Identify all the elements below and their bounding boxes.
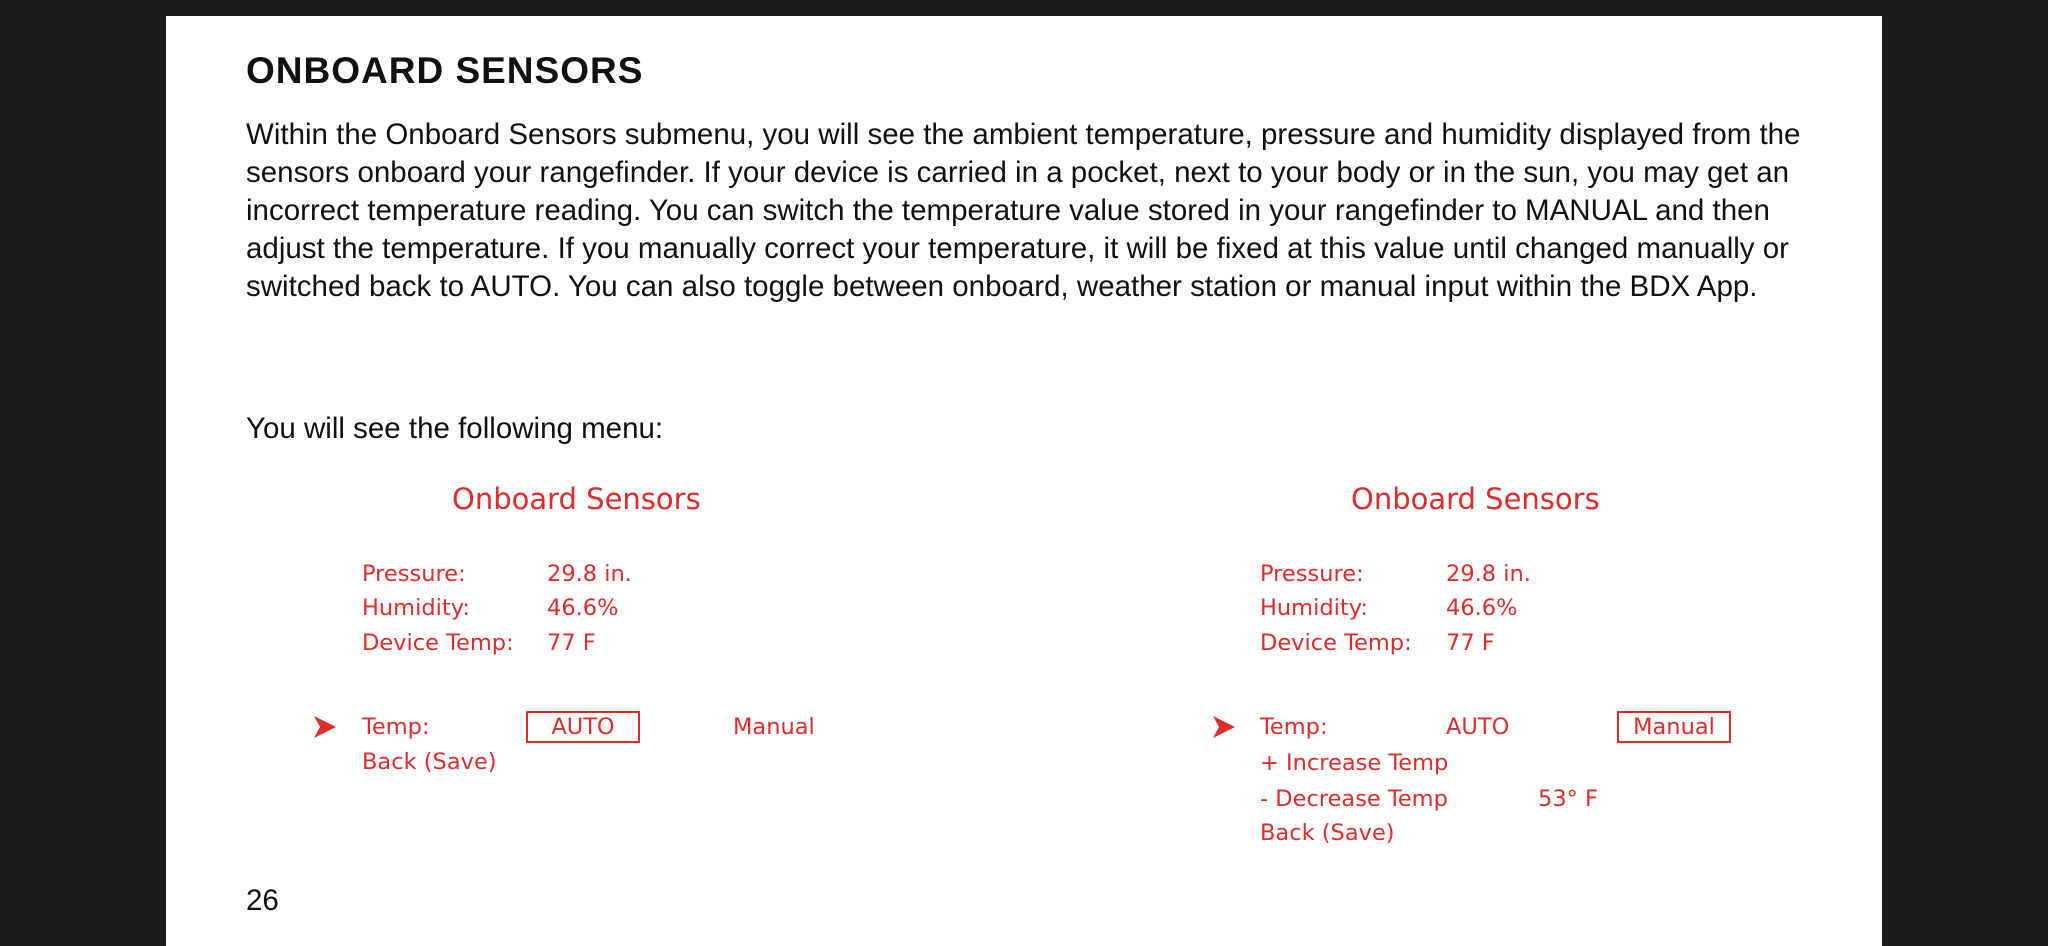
page-title: ONBOARD SENSORS — [246, 50, 644, 91]
menu-intro: You will see the following menu: — [246, 412, 664, 445]
option-manual: Manual — [733, 714, 815, 740]
humidity-label: Humidity: — [1260, 595, 1368, 621]
menu-title: Onboard Sensors — [452, 482, 701, 516]
manual-page — [166, 16, 1882, 946]
temp-label: Temp: — [362, 714, 430, 740]
increase-temp-label: + Increase Temp — [1260, 750, 1449, 776]
back-save-label: Back (Save) — [1260, 820, 1395, 846]
option-auto: AUTO — [1446, 714, 1510, 740]
device-temp-label: Device Temp: — [1260, 630, 1412, 656]
body-paragraph: Within the Onboard Sensors submenu, you will see the ambient temperature, pressure and humidity displayed from the sensors onboard your rangefinder. If your device is carried in a pocket, next to your body or in the sun, you may get an incorrect temperature reading. You can switch the temperature value stored in your rangefinder to MANUAL and then adjust the temperature. If you manually correct your temperature, it will be fixed at this value until changed manually or switched back to AUTO. You can also toggle between onboard, weather station or manual input within the BDX App. — [246, 118, 1801, 303]
device-temp-label: Device Temp: — [362, 630, 514, 656]
menu-title: Onboard Sensors — [1351, 482, 1600, 516]
device-temp-value: 77 F — [1446, 630, 1495, 656]
humidity-value: 46.6% — [547, 595, 619, 621]
decrease-temp-label: - Decrease Temp — [1260, 786, 1448, 812]
option-auto-selected: AUTO — [526, 711, 640, 743]
option-manual-selected: Manual — [1617, 711, 1731, 743]
humidity-value: 46.6% — [1446, 595, 1518, 621]
back-save-label: Back (Save) — [362, 749, 497, 775]
pressure-label: Pressure: — [1260, 561, 1364, 587]
page-number: 26 — [246, 884, 279, 917]
pressure-value: 29.8 in. — [547, 561, 632, 587]
manual-temp-value: 53° F — [1538, 786, 1598, 812]
temp-label: Temp: — [1260, 714, 1328, 740]
pressure-value: 29.8 in. — [1446, 561, 1531, 587]
humidity-label: Humidity: — [362, 595, 470, 621]
device-temp-value: 77 F — [547, 630, 596, 656]
pressure-label: Pressure: — [362, 561, 466, 587]
